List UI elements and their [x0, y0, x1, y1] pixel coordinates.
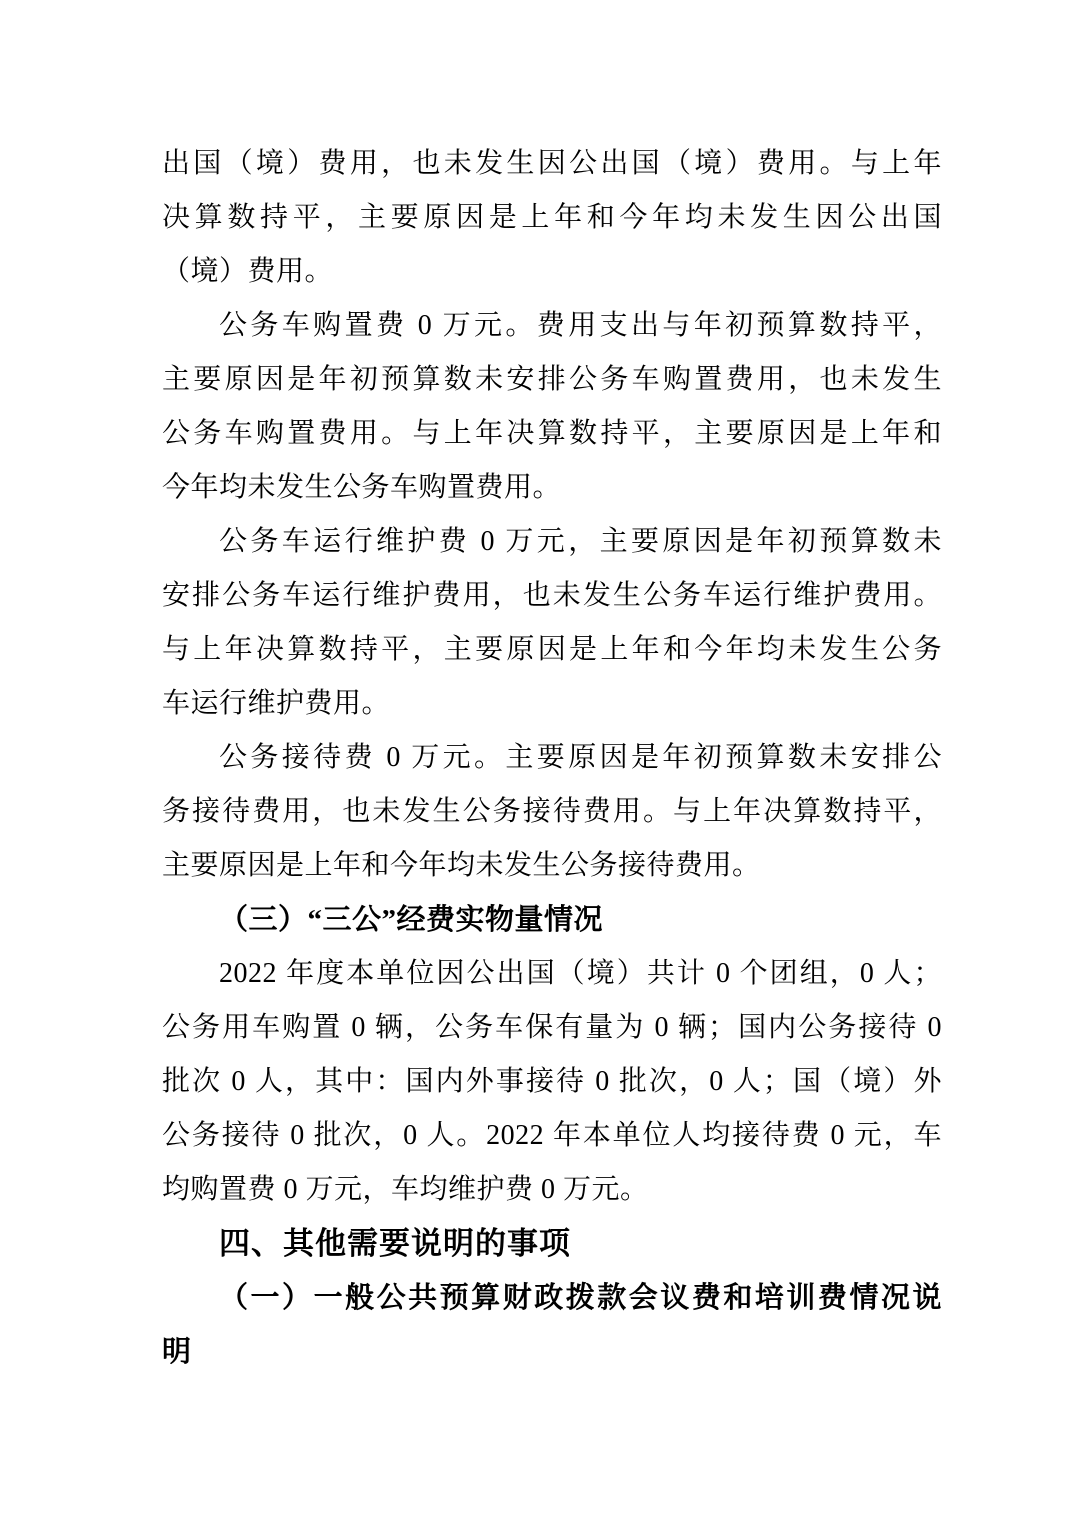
- text-line: 与上年决算数持平，主要原因是上年和今年均未发生公务: [162, 634, 942, 665]
- text-line: 公务车运行维护费 0 万元，主要原因是年初预算数未: [219, 526, 942, 557]
- text-line: 出国（境）费用，也未发生因公出国（境）费用。与上年: [162, 148, 942, 179]
- text-line: 公务接待费 0 万元。主要原因是年初预算数未安排公: [219, 742, 942, 773]
- text-line: 车运行维护费用。: [162, 688, 391, 719]
- text-line: 公务用车购置 0 辆，公务车保有量为 0 辆；国内公务接待 0: [162, 1012, 942, 1043]
- text-line: 主要原因是年初预算数未安排公务车购置费用，也未发生: [162, 364, 942, 395]
- text-line: 2022 年度本单位因公出国（境）共计 0 个团组，0 人；: [219, 958, 942, 989]
- text-line: 公务车购置费 0 万元。费用支出与年初预算数持平，: [219, 310, 942, 341]
- text-line: 均购置费 0 万元，车均维护费 0 万元。: [162, 1174, 649, 1205]
- text-line: 安排公务车运行维护费用，也未发生公务车运行维护费用。: [162, 580, 942, 611]
- text-line: （境）费用。: [162, 256, 334, 287]
- subsection-heading-continuation: 明: [162, 1336, 192, 1368]
- subsection-heading-three-public-physical-quantities: （三）“三公”经费实物量情况: [219, 904, 604, 936]
- subsection-heading-meeting-training-fees: （一）一般公共预算财政拨款会议费和培训费情况说: [219, 1282, 942, 1314]
- text-line: 主要原因是上年和今年均未发生公务接待费用。: [162, 850, 761, 881]
- text-line: 务接待费用，也未发生公务接待费用。与上年决算数持平，: [162, 796, 942, 827]
- text-line: 公务接待 0 批次，0 人。2022 年本单位人均接待费 0 元，车: [162, 1120, 942, 1151]
- section-heading-other-matters: 四、其他需要说明的事项: [219, 1226, 571, 1261]
- text-line: 今年均未发生公务车购置费用。: [162, 472, 562, 503]
- text-line: 公务车购置费用。与上年决算数持平，主要原因是上年和: [162, 418, 942, 449]
- text-line: 批次 0 人，其中：国内外事接待 0 批次，0 人；国（境）外: [162, 1066, 942, 1097]
- text-line: 决算数持平，主要原因是上年和今年均未发生因公出国: [162, 202, 942, 233]
- document-body: [162, 137, 942, 1379]
